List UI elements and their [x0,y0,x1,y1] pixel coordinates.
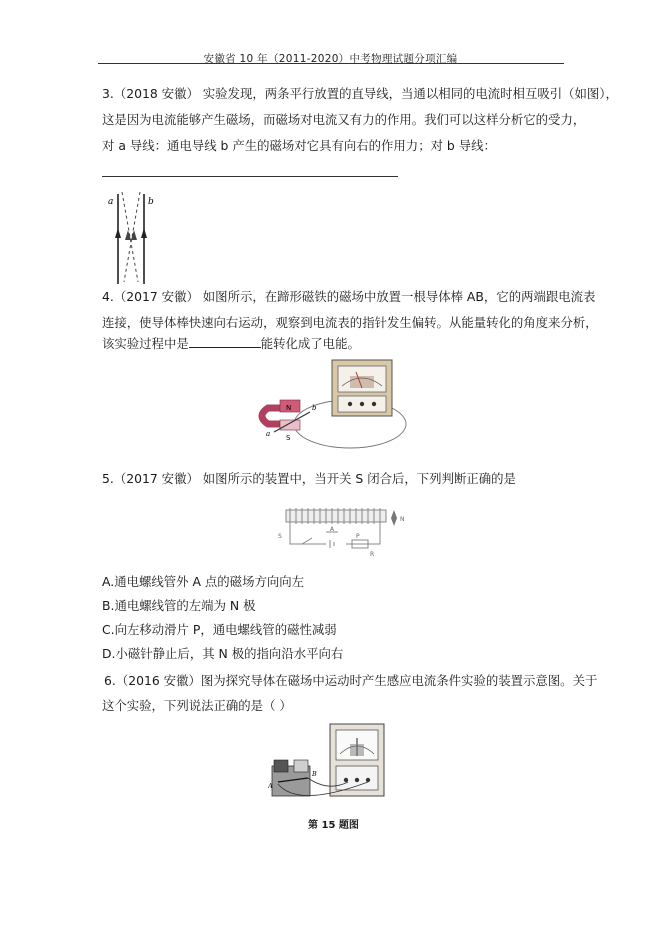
point-a-label: A [330,526,335,533]
q4-line-2: 连接，使导体棒快速向右运动，观察到电流表的指针发生偏转。从能量转化的角度来分析， [102,315,598,330]
q3-line-3: 对 a 导线：通电导线 b 产生的磁场对它具有向右的作用力；对 b 导线： [102,138,496,153]
q3-line-2: 这是因为电流能够产生磁场，而磁场对电流又有力的作用。我们可以这样分析它的受力， [102,112,586,127]
wire-b-label: b [148,197,154,207]
q4-line-3 [102,331,572,357]
solenoid-circuit-figure [276,504,406,558]
q3-line-1: 3.（2018 安徽） 实验发现，两条平行放置的直导线，当通以相同的电流时相互吸引（如图）， [102,86,618,101]
q5-stem: 5.（2017 安徽） 如图所示的装置中，当开关 S 闭合后，下列判断正确的是 [102,471,516,486]
rheostat-r-label: R [370,551,375,558]
magnet-n-label: N [286,404,292,412]
q6-line-1: 6.（2016 安徽）图为探究导体在磁场中运动时产生感应电流条件实验的装置示意图。关于 [104,673,598,688]
q5-option-b: B.通电螺线管的左端为 N 极 [102,598,256,613]
rod-b-label: B [312,770,317,778]
q5-option-a: A.通电螺线管外 A 点的磁场方向向左 [102,574,305,589]
rod-a-label: a [266,430,271,438]
header-rule [98,63,564,64]
parallel-wires-figure [104,188,160,286]
q3-answer-line [102,176,398,177]
induction-experiment-figure [268,722,388,814]
wire-a-label: a [108,197,114,207]
compass-n-label: N [400,516,405,523]
q6-line-2: 这个实验，下列说法正确的是（ ） [102,698,292,713]
magnet-s-label: S [286,434,291,442]
q5-option-c: C.向左移动滑片 P，通电螺线管的磁性减弱 [102,622,337,637]
slider-p-label: P [356,533,360,540]
switch-s-label: S [278,533,282,540]
rod-a-label: A [268,782,273,790]
q5-option-d: D.小磁针静止后，其 N 极的指向沿水平向右 [102,646,344,661]
q4-answer-blank [189,333,261,348]
q4-line-3-after: 能转化成了电能。 [260,336,360,351]
figure-caption: 第 15 题图 [308,820,359,831]
horseshoe-magnet-galvanometer-figure [252,356,408,454]
q4-line-1: 4.（2017 安徽） 如图所示，在蹄形磁铁的磁场中放置一根导体棒 AB，它的两端跟电流表 [102,289,596,304]
rod-b-label: b [312,404,317,412]
page-header: 安徽省 10 年（2011-2020）中考物理试题分项汇编 [203,53,458,65]
q4-line-3-before: 该实验过程中是 [102,336,189,351]
